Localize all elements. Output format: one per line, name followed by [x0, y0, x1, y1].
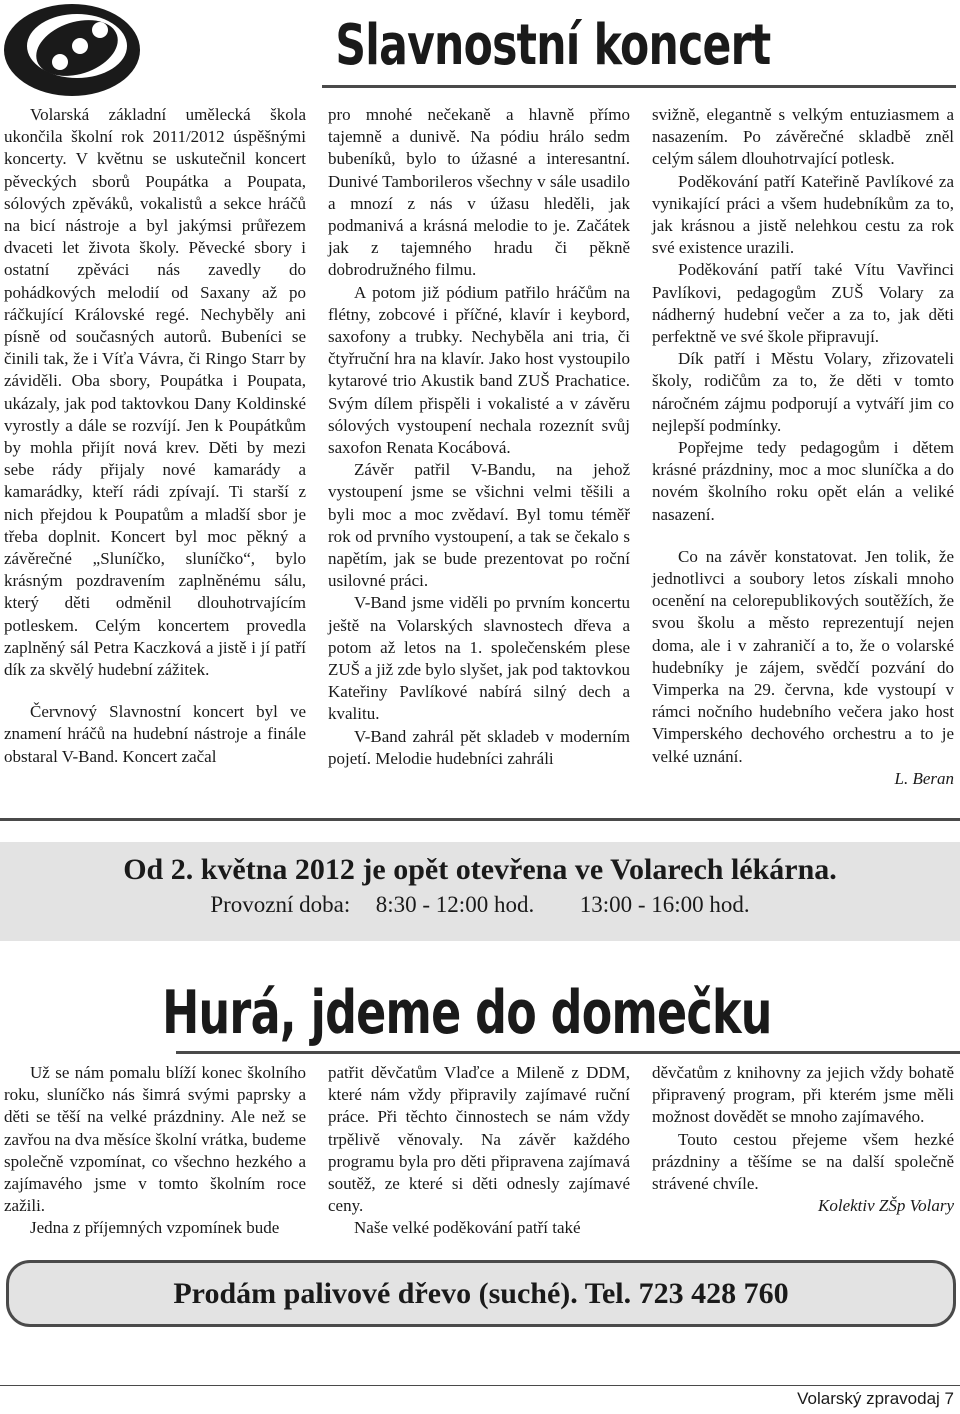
paragraph: Touto cestou přejeme všem hezké prázdniny a těšíme se na další společně strávené chvíle.: [652, 1129, 954, 1194]
hours-afternoon: 13:00 - 16:00 hod.: [579, 892, 750, 917]
pharmacy-hours: [0, 888, 960, 922]
article-column-1: [4, 104, 306, 768]
page-footer: Volarský zpravodaj 7: [797, 1389, 954, 1408]
paragraph: děvčatům z knihovny za jejich vždy bohatě připravený program, při kterém jsme měli možnost dovědět se mnoho zajímavého.: [652, 1063, 954, 1127]
paragraph: patřit děvčatům Vlaďce a Mileně z DDM, které nám vždy připravily zajímavé ruční práce. Při těchto činnostech se nám vždy trpělivě věnovaly. Na závěr každého programu byla pro děti připravena zajímavá soutěž, ze které si děti odnesly zajímavé ceny.: [328, 1063, 630, 1216]
article-title: Slavnostní koncert: [334, 13, 770, 78]
school-logo-icon: [2, 0, 142, 98]
article-column-3: [652, 1062, 954, 1217]
pharmacy-headline: Od 2. května 2012 je opět otevřena ve Volarech lékárna.: [123, 853, 837, 886]
paragraph: V-Band jsme viděli po prvním koncertu ještě na Volarských slavnostech dřeva a potom až letos na 1. společenském plese ZUŠ a již zde bylo slyšet, jak pod taktovkou Kateřiny Pavlíkové nabírá silný dech a kvalitu.: [328, 593, 630, 724]
article-column-2: [328, 1062, 630, 1240]
pharmacy-notice: [0, 842, 960, 941]
article-title: Hurá, jdeme do domečku: [162, 978, 772, 1048]
footer-divider: [0, 1385, 960, 1386]
classified-ad: [6, 1260, 956, 1327]
paragraph: V-Band zahrál pět skladeb v moderním pojetí. Melodie hudebníci zahráli: [328, 726, 630, 768]
paragraph: Popřejme tedy pedagogům i dětem krásné prázdniny, moc a moc sluníčka a do novém školního roku opět elán a veliké nasazení.: [652, 438, 954, 524]
paragraph: Poděkování patří Kateřině Pavlíkové za vynikající práci a všem hudebníkům za to, jak krásnou a jistě nelehkou cestu za rok své existence urazili.: [652, 171, 954, 258]
paragraph: Poděkování patří také Vítu Vavřinci Pavlíkovi, pedagogům ZUŠ Volary za nádherný hudební večer a za to, jak děti perfektně ve své škole připravují.: [652, 260, 954, 347]
paragraph: pro mnohé nečekaně a hlavně přímo tajemně a dunivě. Na pódiu hrálo sedm bubeníků, bylo to úžasné a interesantní. Dunivé Tamborileros všechny v sále usadilo a mnozí z nás v úžasu hleděli, jak podmanivá a krásná melodie to je. Začátek jak z tajemného hradu či pěkně dobrodružného filmu.: [328, 105, 630, 280]
hours-morning: 8:30 - 12:00 hod.: [375, 892, 535, 917]
article-column-3: [652, 104, 954, 790]
article-column-2: [328, 104, 630, 770]
paragraph: Červnový Slavnostní koncert byl ve znamení hráčů na hudební nástroje a finále obstaral V-Band. Koncert začal: [4, 702, 306, 766]
author-signature: Kolektiv ZŠp Volary: [818, 1196, 954, 1216]
paragraph: Volarská základní umělecká škola ukončila školní rok 2011/2012 úspěšnými koncerty. V květnu se uskutečnil koncert pěveckých sborů Poupátka a Poupata, sólových zpěváků, vokalistů a sekce hráčů na bicí nástroje a byl jakýmsi průřezem dvaceti let života školy. Pěvecké sbory i ostatní zpěváci nás zavedly do pohádkových melodií od Saxany až po ráčkující Královské regé. Nechyběly ani písně od současných autorů. Bubeníci se činili tak, že i Víťa Vávra, či Ringo Starr by záviděli. Oba sbory, Poupátka i Poupata, ukázaly, jak pod taktovkou Dany Koldinské vyrostly a dále se rozvíjí. Jen k Poupátkům by mohla přijít nová krev. Děti by mezi sebe rády přijaly nové kamarády a kamarádky, kteří rádi zpívají. Ti starší z nich přejdou k Poupatům a mladší sbor je třeba doplnit. Koncert byl moc pěkný a závěrečné „Sluníčko, sluníčko“, bylo krásným pozdravením zaplněnému sálu, který děti odměnil dlouhotrvajícím potleskem. Celým koncertem provedla zaplněný sál Petra Kaczková a jistě i jí patří dík za skvělý hudební zážitek.: [4, 105, 306, 680]
article-title-bar: [162, 978, 960, 1054]
paragraph: Závěr patřil V-Bandu, na jehož vystoupení jsme se všichni velmi těšili a byli moc a moc zvědaví. Byl tomu téměř rok od prvního vystoupení, a tak se čekalo s napětím, jak se bude prezentovat po roční usilovné práci.: [328, 460, 630, 591]
paragraph: svižně, elegantně s velkým entuziasmem a nasazením. Po závěrečné skladbě zněl celým sálem dlouhotrvající potlesk.: [652, 105, 954, 169]
hours-label: Provozní doba:: [210, 892, 351, 917]
paragraph: A potom již pódium patřilo hráčům na flétny, zobcové i příčné, klavír i keybord, saxofony a trubky. Nechyběla ani tria, či čtyřruční hra na klavír. Jako host vystoupilo kytarové trio Akustik band ZUŠ Prachatice. Svým dílem přispěli i vokalisté a v závěru sólových vystoupení nechala rozeznít svůj saxofon Renata Kocábová.: [328, 282, 630, 458]
ad-text: Prodám palivové dřevo (suché). Tel. 723 428 760: [173, 1277, 789, 1310]
paragraph: Dík patří i Městu Volary, zřizovateli školy, rodičům za to, že děti v tomto náročném zájmu podporují a vytváří jim co nejlepší podmínky.: [652, 349, 954, 435]
author-signature: L. Beran: [894, 768, 954, 788]
paragraph: Co na závěr konstatovat. Jen tolik, že jednotlivci a soubory letos získali mnoho ocenění na celorepublikových soutěžích, že svou školu a město reprezentují nejen doma, ale i v zahraničí a to, že o volarské hudebníky je zájem, svědčí pozvání do Vimperka na 29. června, kde vystoupí v rámci nočního hudebního večera jako host Vimperského dechového orchestru a to je velké uznání.: [652, 546, 954, 766]
section-divider: [0, 818, 960, 821]
paragraph: Naše velké poděkování patří také: [354, 1218, 581, 1238]
paragraph: Jedna z příjemných vzpomínek bude: [30, 1218, 280, 1238]
paragraph: Už se nám pomalu blíží konec školního roku, sluníčko nás šimrá svými paprsky a děti se těší na velké prázdniny. Ale než se zavřou na dva měsíce školní vrátka, budeme společně vzpomínat, co všechno hezkého a zajímavého jsme v tomto školním roce zažili.: [4, 1063, 306, 1216]
article-title-bar: [322, 8, 956, 88]
article-column-1: [4, 1062, 306, 1240]
